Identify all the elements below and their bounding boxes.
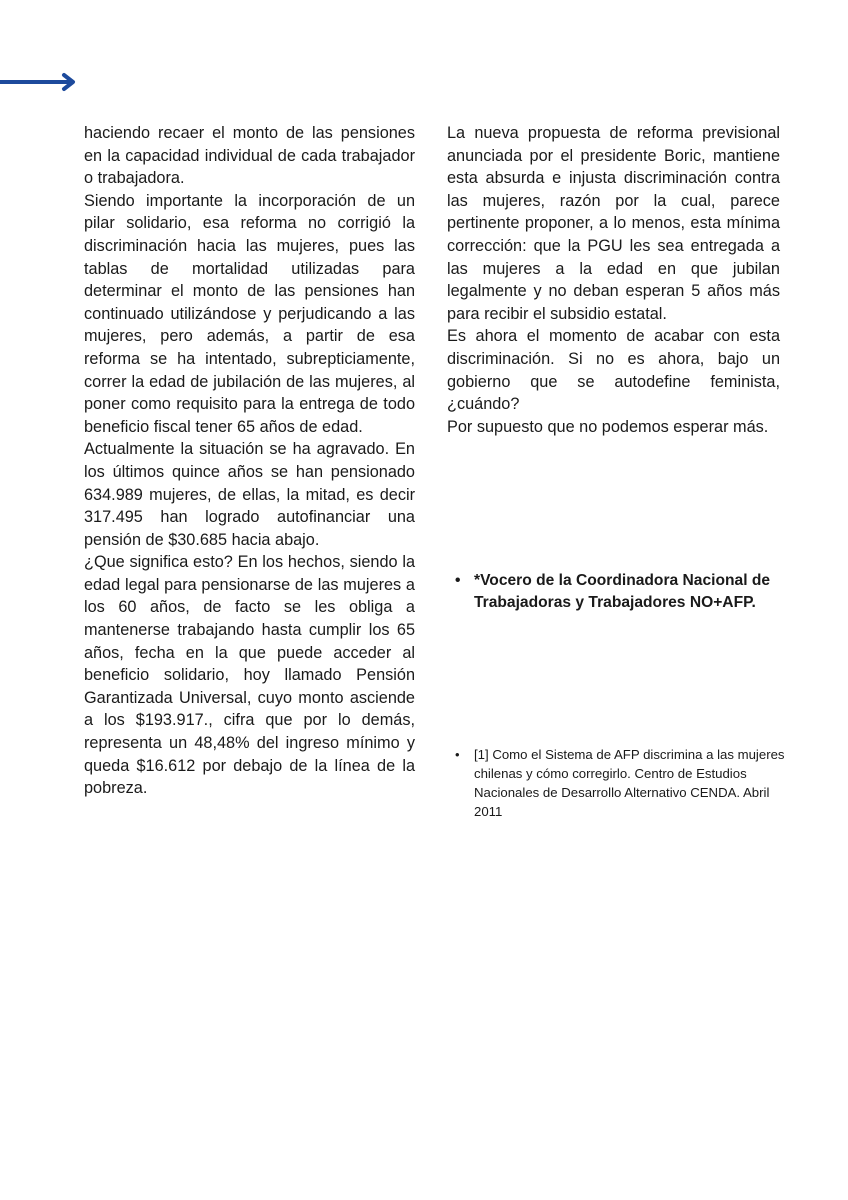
right-paragraph-1: La nueva propuesta de reforma previsional anunciada por el presidente Boric, mantiene esta absurda e injusta discriminación contra las mujeres, razón por la cual, parece pertinente proponer, a lo menos, esta mínima corrección: que la PGU les sea entregada a las mujeres a la edad en que jubilan legalmente y no deban esperan 5 años más para recibir el subsidio estatal.	[447, 124, 780, 323]
right-paragraph-3: Por supuesto que no podemos esperar más.	[447, 417, 769, 436]
author-note-text: *Vocero de la Coordinadora Nacional de Trabajadoras y Trabajadores NO+AFP.	[474, 572, 771, 612]
left-paragraph-4: ¿Que significa esto? En los hechos, siendo la edad legal para pensionarse de las mujeres a los 60 años, de facto se les obliga a mantenerse trabajando hasta cumplir los 65 años, fecha en la que puede acceder al beneficio solidario, hoy llamado Pensión Garantizada Universal, cuyo monto asciende a los $193.917., cifra que por lo demás, representa un 48,48% del ingreso mínimo y queda $16.612 por debajo de la línea de la pobreza.	[84, 553, 415, 798]
left-paragraph-2: Siendo importante la incorporación de un pilar solidario, esa reforma no corrigió la discriminación hacia las mujeres, pues las tablas de mortalidad utilizadas para determinar el monto de las pensiones han continuado utilizándose y perjudicando a las mujeres, pero además, a partir de esa reforma se ha intentado, subrepticiamente, correr la edad de jubilación de las mujeres, al poner como requisito para la entrega de todo beneficio fiscal tener 65 años de edad.	[84, 191, 415, 436]
right-column	[447, 122, 780, 438]
author-note-item	[455, 570, 785, 615]
left-paragraph-1: haciendo recaer el monto de las pensiones en la capacidad individual de cada trabajador o trabajadora.	[84, 124, 415, 188]
left-column	[84, 122, 415, 800]
author-note	[455, 570, 785, 615]
bullet-icon: •	[455, 747, 460, 762]
footnote	[455, 745, 785, 821]
footnote-item	[455, 745, 785, 821]
bullet-icon: •	[455, 572, 461, 589]
left-paragraph-3: Actualmente la situación se ha agravado. En los últimos quince años se han pensionado 634.989 mujeres, de ellas, la mitad, es decir 317.495 han logrado autofinanciar una pensión de $30.685 hacia abajo.	[84, 440, 415, 549]
footnote-text: [1] Como el Sistema de AFP discrimina a las mujeres chilenas y cómo corregirlo. Centro de Estudios Nacionales de Desarrollo Alternativo CENDA. Abril 2011	[474, 747, 785, 819]
right-paragraph-2: Es ahora el momento de acabar con esta discriminación. Si no es ahora, bajo un gobierno que se autodefine feminista, ¿cuándo?	[447, 327, 780, 414]
arrow-right-icon	[0, 70, 80, 94]
